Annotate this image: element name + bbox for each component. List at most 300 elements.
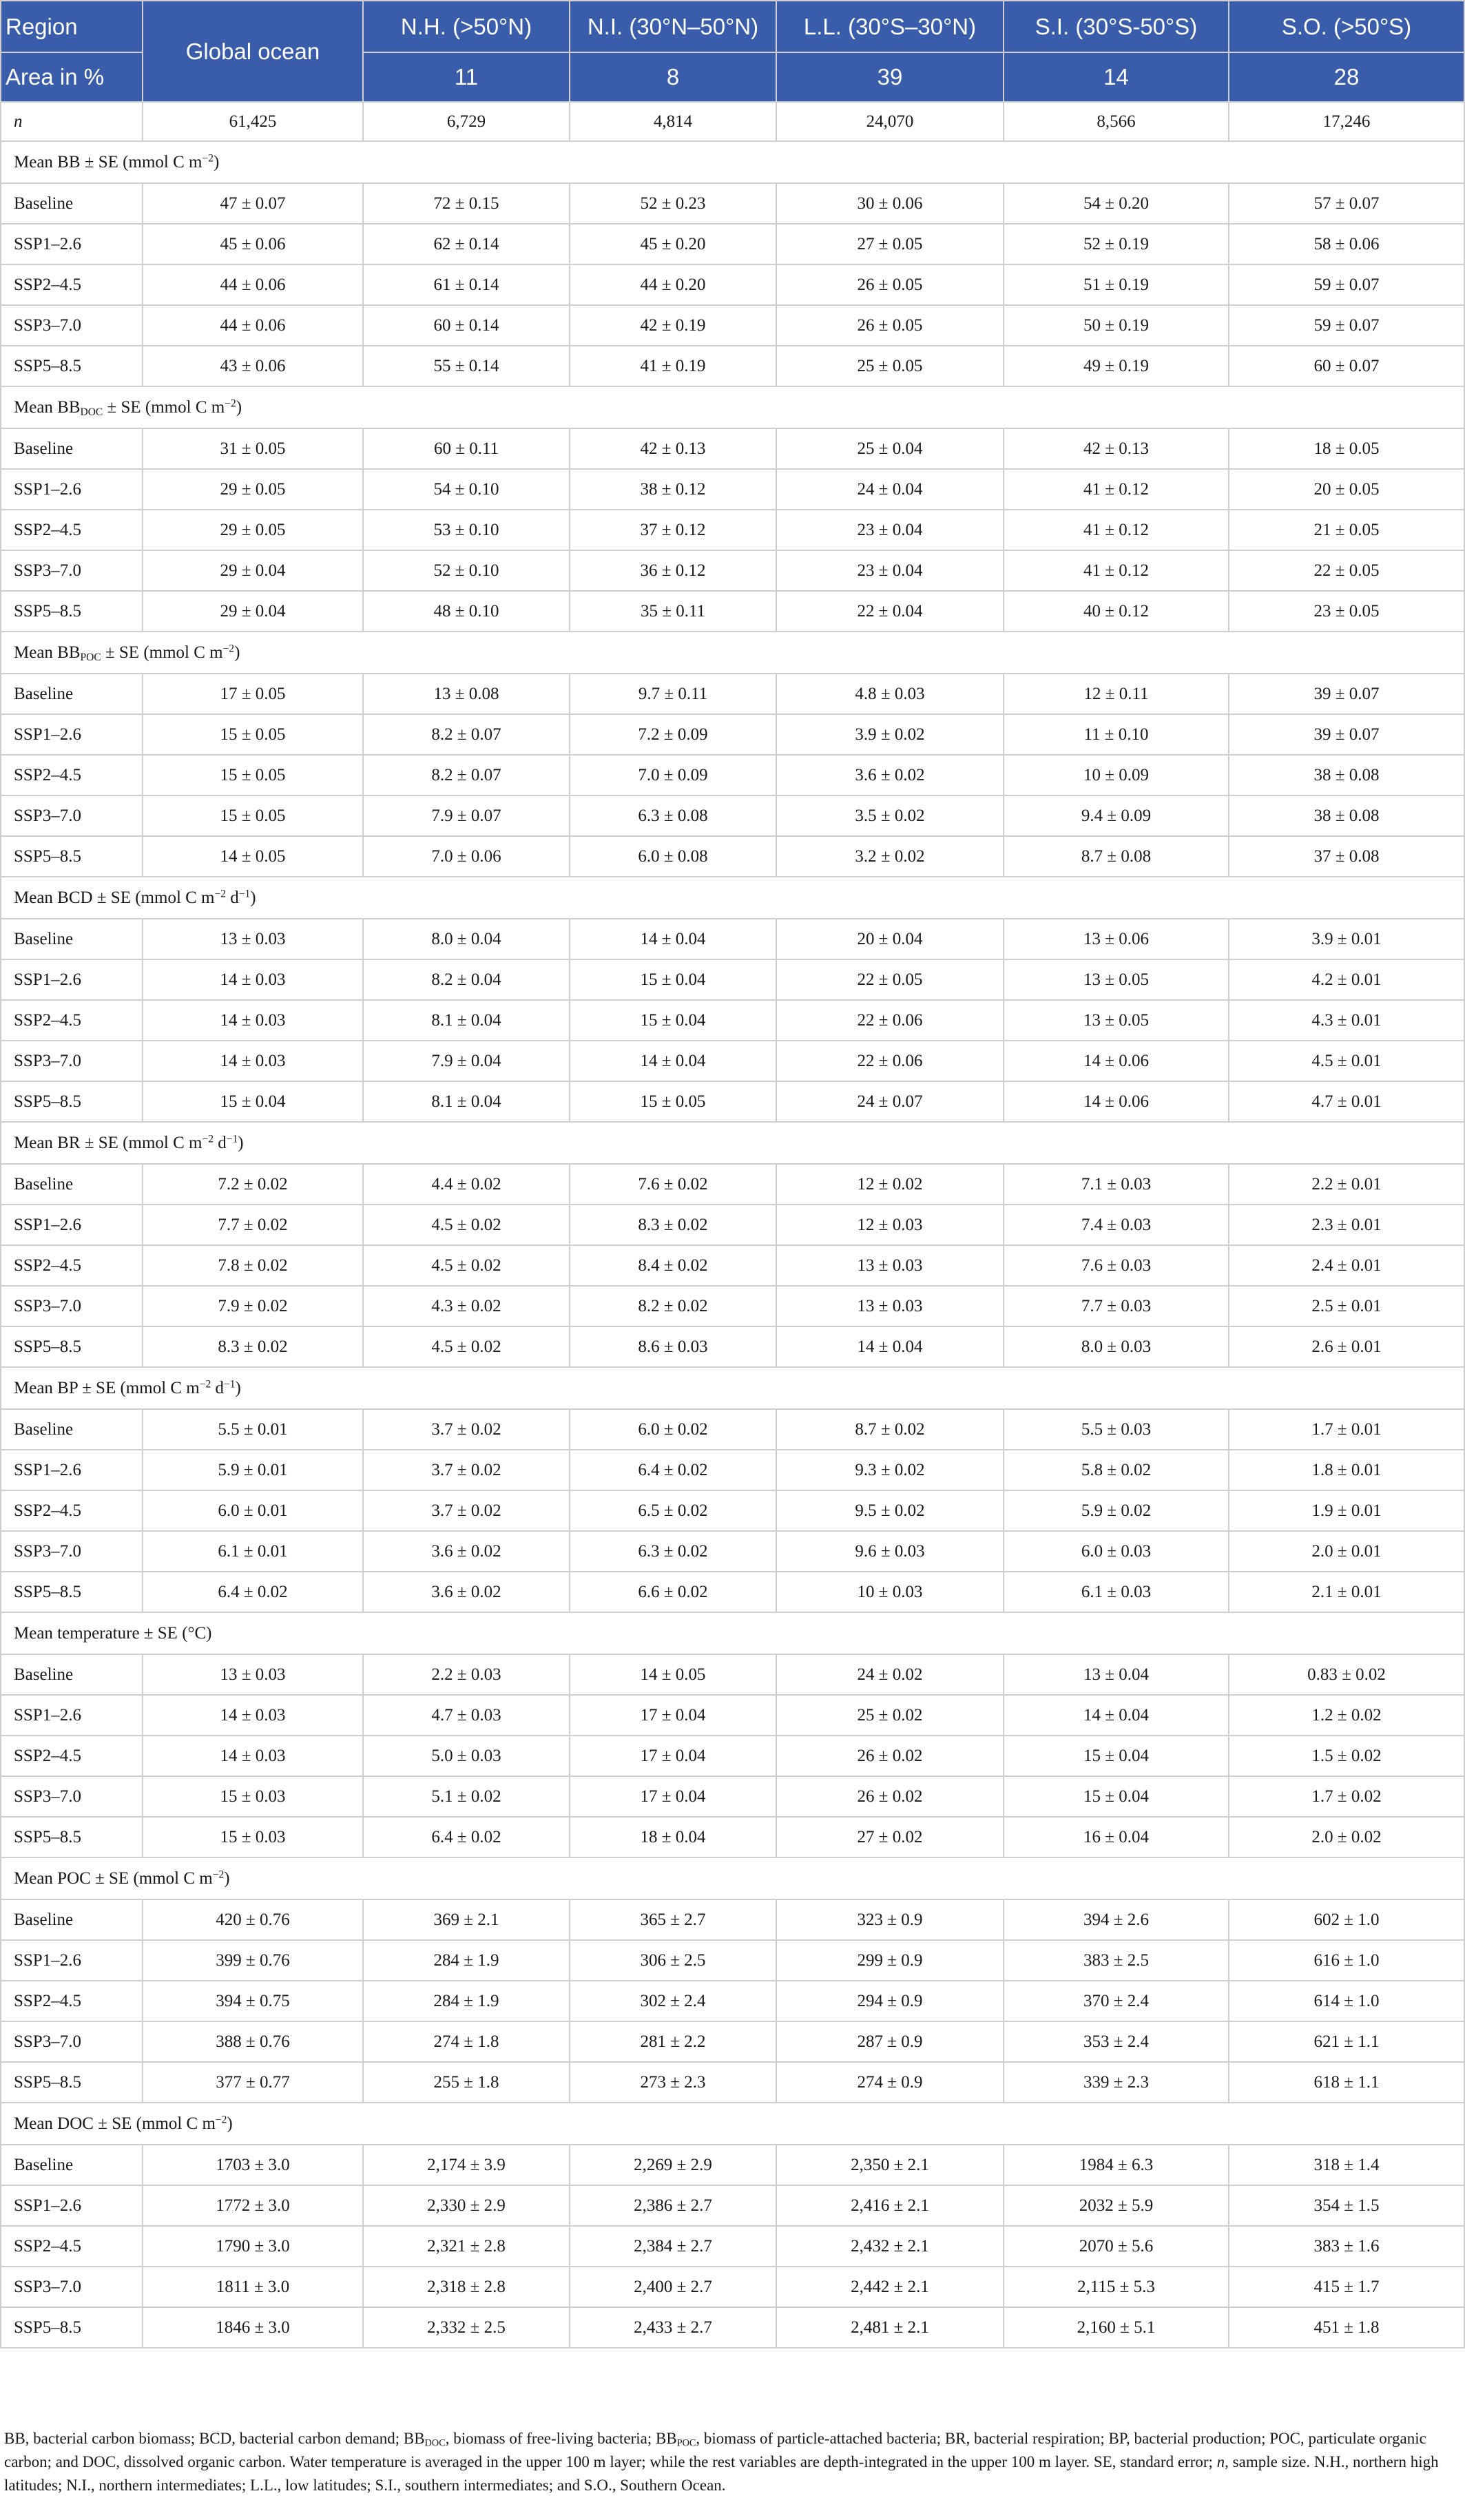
table-cell: 15 ± 0.05 xyxy=(143,755,363,795)
table-cell: 6.3 ± 0.08 xyxy=(570,795,776,836)
scenario-label: Baseline xyxy=(1,1654,143,1695)
table-cell: 5.1 ± 0.02 xyxy=(363,1776,570,1817)
table-cell: 4,814 xyxy=(570,102,776,141)
table-cell: 5.5 ± 0.01 xyxy=(143,1409,363,1450)
table-cell: 38 ± 0.08 xyxy=(1229,795,1464,836)
table-cell: 8.0 ± 0.04 xyxy=(363,919,570,959)
table-cell: 39 ± 0.07 xyxy=(1229,674,1464,714)
table-cell: 37 ± 0.12 xyxy=(570,510,776,550)
section-header-row xyxy=(1,141,1464,183)
table-cell: 255 ± 1.8 xyxy=(363,2062,570,2103)
section-header-row xyxy=(1,877,1464,919)
table-cell: 17 ± 0.04 xyxy=(570,1736,776,1776)
table-cell: 14 ± 0.03 xyxy=(143,1041,363,1081)
table-cell: 59 ± 0.07 xyxy=(1229,264,1464,305)
scenario-label: SSP3–7.0 xyxy=(1,1531,143,1572)
table-cell: 13 ± 0.05 xyxy=(1004,959,1229,1000)
table-cell: 8.2 ± 0.04 xyxy=(363,959,570,1000)
table-cell: 3.6 ± 0.02 xyxy=(776,755,1004,795)
sample-size-label: n xyxy=(1,102,143,141)
scenario-label: SSP5–8.5 xyxy=(1,1326,143,1367)
table-header xyxy=(1,1,1464,102)
table-cell: 2.1 ± 0.01 xyxy=(1229,1572,1464,1612)
table-cell: 284 ± 1.9 xyxy=(363,1981,570,2021)
section-title: Mean POC ± SE (mmol C $m^{-2}$) xyxy=(1,1857,1464,1899)
table-cell: 22 ± 0.05 xyxy=(1229,550,1464,591)
table-cell: 26 ± 0.02 xyxy=(776,1776,1004,1817)
table-cell: 294 ± 0.9 xyxy=(776,1981,1004,2021)
scenario-label: SSP1–2.6 xyxy=(1,1205,143,1245)
table-cell: 354 ± 1.5 xyxy=(1229,2185,1464,2226)
area-value: 8 xyxy=(570,52,776,102)
table-cell: 2,400 ± 2.7 xyxy=(570,2267,776,2307)
table-cell: 60 ± 0.07 xyxy=(1229,346,1464,386)
table-cell: 2,432 ± 2.1 xyxy=(776,2226,1004,2267)
scenario-label: SSP5–8.5 xyxy=(1,591,143,632)
table-cell: 1772 ± 3.0 xyxy=(143,2185,363,2226)
table-cell: 23 ± 0.04 xyxy=(776,550,1004,591)
table-row xyxy=(1,1245,1464,1286)
table-cell: 13 ± 0.03 xyxy=(143,1654,363,1695)
table-cell: 61 ± 0.14 xyxy=(363,264,570,305)
table-cell: 3.6 ± 0.02 xyxy=(363,1531,570,1572)
scenario-label: Baseline xyxy=(1,674,143,714)
table-cell: 8.0 ± 0.03 xyxy=(1004,1326,1229,1367)
table-cell: 41 ± 0.12 xyxy=(1004,469,1229,510)
table-cell: 7.4 ± 0.03 xyxy=(1004,1205,1229,1245)
table-row xyxy=(1,1205,1464,1245)
scenario-label: SSP3–7.0 xyxy=(1,305,143,346)
table-cell: 14 ± 0.04 xyxy=(570,1041,776,1081)
table-cell: 8.1 ± 0.04 xyxy=(363,1081,570,1122)
table-cell: 2.6 ± 0.01 xyxy=(1229,1326,1464,1367)
scenario-label: SSP3–7.0 xyxy=(1,2021,143,2062)
table-cell: 5.0 ± 0.03 xyxy=(363,1736,570,1776)
table-cell: 2032 ± 5.9 xyxy=(1004,2185,1229,2226)
table-cell: 10 ± 0.03 xyxy=(776,1572,1004,1612)
table-cell: 8.6 ± 0.03 xyxy=(570,1326,776,1367)
table-row xyxy=(1,2226,1464,2267)
section-title: Mean temperature ± SE (°C) xyxy=(1,1612,1464,1654)
table-row xyxy=(1,2307,1464,2348)
table-cell: 7.1 ± 0.03 xyxy=(1004,1164,1229,1205)
table-cell: 2,160 ± 5.1 xyxy=(1004,2307,1229,2348)
table-cell: 7.7 ± 0.02 xyxy=(143,1205,363,1245)
table-cell: 9.6 ± 0.03 xyxy=(776,1531,1004,1572)
table-cell: 394 ± 2.6 xyxy=(1004,1899,1229,1940)
table-cell: 370 ± 2.4 xyxy=(1004,1981,1229,2021)
table-cell: 7.9 ± 0.07 xyxy=(363,795,570,836)
table-cell: 52 ± 0.19 xyxy=(1004,224,1229,264)
table-row xyxy=(1,755,1464,795)
table-cell: 44 ± 0.06 xyxy=(143,264,363,305)
table-cell: 4.7 ± 0.01 xyxy=(1229,1081,1464,1122)
table-cell: 353 ± 2.4 xyxy=(1004,2021,1229,2062)
table-cell: 38 ± 0.08 xyxy=(1229,755,1464,795)
table-cell: 12 ± 0.02 xyxy=(776,1164,1004,1205)
table-cell: 49 ± 0.19 xyxy=(1004,346,1229,386)
table-cell: 12 ± 0.03 xyxy=(776,1205,1004,1245)
table-cell: 72 ± 0.15 xyxy=(363,183,570,224)
table-cell: 18 ± 0.05 xyxy=(1229,428,1464,469)
table-cell: 13 ± 0.06 xyxy=(1004,919,1229,959)
table-cell: 6.5 ± 0.02 xyxy=(570,1490,776,1531)
table-cell: 45 ± 0.20 xyxy=(570,224,776,264)
table-cell: 614 ± 1.0 xyxy=(1229,1981,1464,2021)
column-header: L.L. (30°S–30°N) xyxy=(776,1,1004,52)
table-row xyxy=(1,2145,1464,2185)
scenario-label: SSP1–2.6 xyxy=(1,469,143,510)
table-cell: 1703 ± 3.0 xyxy=(143,2145,363,2185)
table-cell: 1811 ± 3.0 xyxy=(143,2267,363,2307)
scenario-label: SSP5–8.5 xyxy=(1,346,143,386)
table-cell: 53 ± 0.10 xyxy=(363,510,570,550)
table-cell: 8,566 xyxy=(1004,102,1229,141)
table-cell: 274 ± 1.8 xyxy=(363,2021,570,2062)
table-cell: 30 ± 0.06 xyxy=(776,183,1004,224)
table-cell: 22 ± 0.05 xyxy=(776,959,1004,1000)
table-footnote: BB, bacterial carbon biomass; BCD, bacterial carbon demand; $BB_{DOC}$, biomass of free-living bacteria; $BB_{POC}$, biomass of particle-attached bacteria; BR, bacterial respiration; BP, bacterial production; POC, particulate organic carbon; and DOC, dissolved organic carbon. Water temperature is averaged in the upper 100 m layer; while the rest variables are depth-integrated in the upper 100 m layer. SE, standard error; n, sample size. N.H., northern high latitudes; N.I., northern intermediates; L.L., low latitudes; S.I., southern intermediates; and S.O., Southern Ocean. xyxy=(4,2430,1439,2494)
table-cell: 365 ± 2.7 xyxy=(570,1899,776,1940)
table-cell: 57 ± 0.07 xyxy=(1229,183,1464,224)
table-cell: 6.1 ± 0.03 xyxy=(1004,1572,1229,1612)
table-cell: 2,269 ± 2.9 xyxy=(570,2145,776,2185)
table-cell: 306 ± 2.5 xyxy=(570,1940,776,1981)
table-cell: 2.3 ± 0.01 xyxy=(1229,1205,1464,1245)
table-cell: 17 ± 0.05 xyxy=(143,674,363,714)
table-cell: 26 ± 0.05 xyxy=(776,264,1004,305)
section-header-row xyxy=(1,632,1464,674)
table-cell: 13 ± 0.04 xyxy=(1004,1654,1229,1695)
table-cell: 6.4 ± 0.02 xyxy=(570,1450,776,1490)
table-cell: 20 ± 0.05 xyxy=(1229,469,1464,510)
table-cell: 20 ± 0.04 xyxy=(776,919,1004,959)
table-cell: 52 ± 0.10 xyxy=(363,550,570,591)
table-cell: 41 ± 0.19 xyxy=(570,346,776,386)
table-cell: 7.9 ± 0.02 xyxy=(143,1286,363,1326)
table-cell: 17 ± 0.04 xyxy=(570,1776,776,1817)
table-cell: 273 ± 2.3 xyxy=(570,2062,776,2103)
table-cell: 6.0 ± 0.01 xyxy=(143,1490,363,1531)
table-cell: 12 ± 0.11 xyxy=(1004,674,1229,714)
scenario-label: SSP1–2.6 xyxy=(1,2185,143,2226)
table-cell: 6.4 ± 0.02 xyxy=(363,1817,570,1857)
scenario-label: SSP2–4.5 xyxy=(1,2226,143,2267)
table-cell: 59 ± 0.07 xyxy=(1229,305,1464,346)
table-cell: 383 ± 2.5 xyxy=(1004,1940,1229,1981)
section-title: Mean BP ± SE (mmol C $m^{-2}$ $d^{-1}$) xyxy=(1,1367,1464,1409)
table-row xyxy=(1,428,1464,469)
table-cell: 415 ± 1.7 xyxy=(1229,2267,1464,2307)
area-value: 14 xyxy=(1004,52,1229,102)
table-cell: 11 ± 0.10 xyxy=(1004,714,1229,755)
area-value: 11 xyxy=(363,52,570,102)
table-cell: 25 ± 0.05 xyxy=(776,346,1004,386)
scenario-label: SSP1–2.6 xyxy=(1,1940,143,1981)
table-cell: 47 ± 0.07 xyxy=(143,183,363,224)
table-cell: 8.2 ± 0.07 xyxy=(363,714,570,755)
table-cell: 2,321 ± 2.8 xyxy=(363,2226,570,2267)
section-header-row xyxy=(1,1367,1464,1409)
scenario-label: SSP1–2.6 xyxy=(1,1695,143,1736)
table-cell: 42 ± 0.13 xyxy=(1004,428,1229,469)
table-cell: 2,350 ± 2.1 xyxy=(776,2145,1004,2185)
scenario-label: SSP2–4.5 xyxy=(1,264,143,305)
table-cell: 2.5 ± 0.01 xyxy=(1229,1286,1464,1326)
section-title: Mean $BB_{DOC}$ ± SE (mmol C $m^{-2}$) xyxy=(1,386,1464,428)
table-cell: 2.0 ± 0.02 xyxy=(1229,1817,1464,1857)
table-cell: 41 ± 0.12 xyxy=(1004,550,1229,591)
column-header: N.H. (>50°N) xyxy=(363,1,570,52)
table-cell: 7.6 ± 0.02 xyxy=(570,1164,776,1205)
table-cell: 52 ± 0.23 xyxy=(570,183,776,224)
table-cell: 1.8 ± 0.01 xyxy=(1229,1450,1464,1490)
scenario-label: Baseline xyxy=(1,919,143,959)
table-cell: 6.1 ± 0.01 xyxy=(143,1531,363,1572)
table-cell: 621 ± 1.1 xyxy=(1229,2021,1464,2062)
table-cell: 420 ± 0.76 xyxy=(143,1899,363,1940)
table-cell: 274 ± 0.9 xyxy=(776,2062,1004,2103)
table-row xyxy=(1,919,1464,959)
scenario-label: SSP5–8.5 xyxy=(1,836,143,877)
scenario-label: SSP2–4.5 xyxy=(1,510,143,550)
table-cell: 299 ± 0.9 xyxy=(776,1940,1004,1981)
table-cell: 15 ± 0.05 xyxy=(570,1081,776,1122)
table-cell: 54 ± 0.10 xyxy=(363,469,570,510)
table-cell: 14 ± 0.06 xyxy=(1004,1041,1229,1081)
section-title: Mean $BB_{POC}$ ± SE (mmol C $m^{-2}$) xyxy=(1,632,1464,674)
section-header-row xyxy=(1,1612,1464,1654)
table-cell: 35 ± 0.11 xyxy=(570,591,776,632)
table-cell: 2070 ± 5.6 xyxy=(1004,2226,1229,2267)
area-value: 28 xyxy=(1229,52,1464,102)
table-cell: 6.4 ± 0.02 xyxy=(143,1572,363,1612)
table-row xyxy=(1,1326,1464,1367)
table-cell: 9.5 ± 0.02 xyxy=(776,1490,1004,1531)
table-cell: 36 ± 0.12 xyxy=(570,550,776,591)
scenario-label: Baseline xyxy=(1,2145,143,2185)
column-header: S.I. (30°S-50°S) xyxy=(1004,1,1229,52)
scenario-label: SSP2–4.5 xyxy=(1,1736,143,1776)
table-cell: 25 ± 0.02 xyxy=(776,1695,1004,1736)
table-cell: 2.2 ± 0.03 xyxy=(363,1654,570,1695)
table-cell: 9.4 ± 0.09 xyxy=(1004,795,1229,836)
table-cell: 2.4 ± 0.01 xyxy=(1229,1245,1464,1286)
table-row xyxy=(1,1899,1464,1940)
table-cell: 45 ± 0.06 xyxy=(143,224,363,264)
table-cell: 8.7 ± 0.02 xyxy=(776,1409,1004,1450)
table-cell: 318 ± 1.4 xyxy=(1229,2145,1464,2185)
table-cell: 4.2 ± 0.01 xyxy=(1229,959,1464,1000)
scenario-label: SSP5–8.5 xyxy=(1,1817,143,1857)
table-row xyxy=(1,305,1464,346)
table-cell: 4.8 ± 0.03 xyxy=(776,674,1004,714)
table-cell: 29 ± 0.04 xyxy=(143,550,363,591)
table-row xyxy=(1,714,1464,755)
table-cell: 3.9 ± 0.02 xyxy=(776,714,1004,755)
table-row xyxy=(1,2021,1464,2062)
table-row xyxy=(1,1450,1464,1490)
table-cell: 618 ± 1.1 xyxy=(1229,2062,1464,2103)
table-row xyxy=(1,795,1464,836)
table-cell: 26 ± 0.02 xyxy=(776,1736,1004,1776)
table-cell: 15 ± 0.05 xyxy=(143,714,363,755)
scenario-label: SSP1–2.6 xyxy=(1,959,143,1000)
scenario-label: SSP5–8.5 xyxy=(1,2062,143,2103)
table-cell: 4.5 ± 0.02 xyxy=(363,1245,570,1286)
table-row xyxy=(1,1490,1464,1531)
table-body xyxy=(1,102,1464,2348)
scenario-label: SSP2–4.5 xyxy=(1,755,143,795)
table-cell: 3.7 ± 0.02 xyxy=(363,1450,570,1490)
table-cell: 38 ± 0.12 xyxy=(570,469,776,510)
table-cell: 1984 ± 6.3 xyxy=(1004,2145,1229,2185)
table-cell: 15 ± 0.04 xyxy=(1004,1776,1229,1817)
table-cell: 17 ± 0.04 xyxy=(570,1695,776,1736)
scenario-label: SSP5–8.5 xyxy=(1,1572,143,1612)
table-cell: 62 ± 0.14 xyxy=(363,224,570,264)
table-cell: 14 ± 0.03 xyxy=(143,959,363,1000)
scenario-label: SSP1–2.6 xyxy=(1,224,143,264)
table-cell: 6.6 ± 0.02 xyxy=(570,1572,776,1612)
table-cell: 21 ± 0.05 xyxy=(1229,510,1464,550)
table-cell: 3.2 ± 0.02 xyxy=(776,836,1004,877)
table-row xyxy=(1,264,1464,305)
table-cell: 15 ± 0.03 xyxy=(143,1776,363,1817)
table-cell: 13 ± 0.03 xyxy=(143,919,363,959)
table-cell: 22 ± 0.04 xyxy=(776,591,1004,632)
table-cell: 2,442 ± 2.1 xyxy=(776,2267,1004,2307)
table-row xyxy=(1,1041,1464,1081)
area-header: Area in % xyxy=(1,52,143,102)
table-cell: 1.2 ± 0.02 xyxy=(1229,1695,1464,1736)
scenario-label: SSP2–4.5 xyxy=(1,1245,143,1286)
table-cell: 4.3 ± 0.01 xyxy=(1229,1000,1464,1041)
table-cell: 4.5 ± 0.02 xyxy=(363,1205,570,1245)
table-cell: 13 ± 0.08 xyxy=(363,674,570,714)
table-cell: 61,425 xyxy=(143,102,363,141)
table-row xyxy=(1,1776,1464,1817)
table-cell: 2,481 ± 2.1 xyxy=(776,2307,1004,2348)
table-row xyxy=(1,1940,1464,1981)
table-cell: 7.6 ± 0.03 xyxy=(1004,1245,1229,1286)
table-cell: 602 ± 1.0 xyxy=(1229,1899,1464,1940)
table-row xyxy=(1,469,1464,510)
scenario-label: Baseline xyxy=(1,428,143,469)
table-cell: 55 ± 0.14 xyxy=(363,346,570,386)
table-cell: 14 ± 0.05 xyxy=(143,836,363,877)
table-row xyxy=(1,346,1464,386)
table-cell: 6.0 ± 0.03 xyxy=(1004,1531,1229,1572)
table-cell: 9.3 ± 0.02 xyxy=(776,1450,1004,1490)
table-cell: 18 ± 0.04 xyxy=(570,1817,776,1857)
table-cell: 5.8 ± 0.02 xyxy=(1004,1450,1229,1490)
table-cell: 42 ± 0.19 xyxy=(570,305,776,346)
table-row xyxy=(1,959,1464,1000)
scenario-label: SSP1–2.6 xyxy=(1,714,143,755)
table-cell: 4.5 ± 0.01 xyxy=(1229,1041,1464,1081)
table-row xyxy=(1,1286,1464,1326)
scenario-label: SSP3–7.0 xyxy=(1,1286,143,1326)
scenario-label: SSP2–4.5 xyxy=(1,1000,143,1041)
table-cell: 0.83 ± 0.02 xyxy=(1229,1654,1464,1695)
column-header: S.O. (>50°S) xyxy=(1229,1,1464,52)
scenario-label: SSP5–8.5 xyxy=(1,2307,143,2348)
table-cell: 2.2 ± 0.01 xyxy=(1229,1164,1464,1205)
table-cell: 4.4 ± 0.02 xyxy=(363,1164,570,1205)
table-cell: 284 ± 1.9 xyxy=(363,1940,570,1981)
table-cell: 8.2 ± 0.02 xyxy=(570,1286,776,1326)
table-cell: 2,330 ± 2.9 xyxy=(363,2185,570,2226)
table-cell: 54 ± 0.20 xyxy=(1004,183,1229,224)
table-row xyxy=(1,1164,1464,1205)
table-row xyxy=(1,510,1464,550)
table-cell: 7.2 ± 0.02 xyxy=(143,1164,363,1205)
table-row xyxy=(1,550,1464,591)
table-cell: 15 ± 0.04 xyxy=(143,1081,363,1122)
table-cell: 15 ± 0.04 xyxy=(570,1000,776,1041)
table-cell: 13 ± 0.03 xyxy=(776,1286,1004,1326)
table-cell: 369 ± 2.1 xyxy=(363,1899,570,1940)
table-cell: 339 ± 2.3 xyxy=(1004,2062,1229,2103)
table-cell: 60 ± 0.11 xyxy=(363,428,570,469)
table-cell: 388 ± 0.76 xyxy=(143,2021,363,2062)
table-cell: 2,386 ± 2.7 xyxy=(570,2185,776,2226)
table-cell: 7.0 ± 0.09 xyxy=(570,755,776,795)
table-cell: 7.9 ± 0.04 xyxy=(363,1041,570,1081)
scenario-label: SSP1–2.6 xyxy=(1,1450,143,1490)
table-row xyxy=(1,183,1464,224)
table-cell: 24 ± 0.02 xyxy=(776,1654,1004,1695)
scenario-label: SSP3–7.0 xyxy=(1,795,143,836)
table-cell: 14 ± 0.03 xyxy=(143,1736,363,1776)
scenario-label: Baseline xyxy=(1,183,143,224)
table-cell: 15 ± 0.04 xyxy=(1004,1736,1229,1776)
table-cell: 8.3 ± 0.02 xyxy=(570,1205,776,1245)
table-cell: 6.0 ± 0.02 xyxy=(570,1409,776,1450)
table-cell: 15 ± 0.04 xyxy=(570,959,776,1000)
table-cell: 3.9 ± 0.01 xyxy=(1229,919,1464,959)
table-row xyxy=(1,1000,1464,1041)
table-cell: 8.7 ± 0.08 xyxy=(1004,836,1229,877)
table-cell: 2,174 ± 3.9 xyxy=(363,2145,570,2185)
scenario-label: SSP3–7.0 xyxy=(1,2267,143,2307)
table-cell: 29 ± 0.05 xyxy=(143,510,363,550)
scenario-label: SSP3–7.0 xyxy=(1,1776,143,1817)
table-cell: 6.0 ± 0.08 xyxy=(570,836,776,877)
table-cell: 7.2 ± 0.09 xyxy=(570,714,776,755)
table-cell: 23 ± 0.05 xyxy=(1229,591,1464,632)
table-cell: 2.0 ± 0.01 xyxy=(1229,1531,1464,1572)
table-cell: 24,070 xyxy=(776,102,1004,141)
table-cell: 2,332 ± 2.5 xyxy=(363,2307,570,2348)
table-cell: 1846 ± 3.0 xyxy=(143,2307,363,2348)
table-cell: 60 ± 0.14 xyxy=(363,305,570,346)
table-cell: 29 ± 0.04 xyxy=(143,591,363,632)
scenario-label: Baseline xyxy=(1,1164,143,1205)
table-cell: 383 ± 1.6 xyxy=(1229,2226,1464,2267)
scenario-label: SSP3–7.0 xyxy=(1,550,143,591)
table-row xyxy=(1,674,1464,714)
table-row xyxy=(1,1081,1464,1122)
section-title: Mean BCD ± SE (mmol C $m^{-2}$ $d^{-1}$) xyxy=(1,877,1464,919)
table-row xyxy=(1,1695,1464,1736)
table-cell: 3.7 ± 0.02 xyxy=(363,1409,570,1450)
table-cell: 27 ± 0.05 xyxy=(776,224,1004,264)
table-cell: 1.9 ± 0.01 xyxy=(1229,1490,1464,1531)
table-cell: 5.9 ± 0.01 xyxy=(143,1450,363,1490)
sample-size-row xyxy=(1,102,1464,141)
